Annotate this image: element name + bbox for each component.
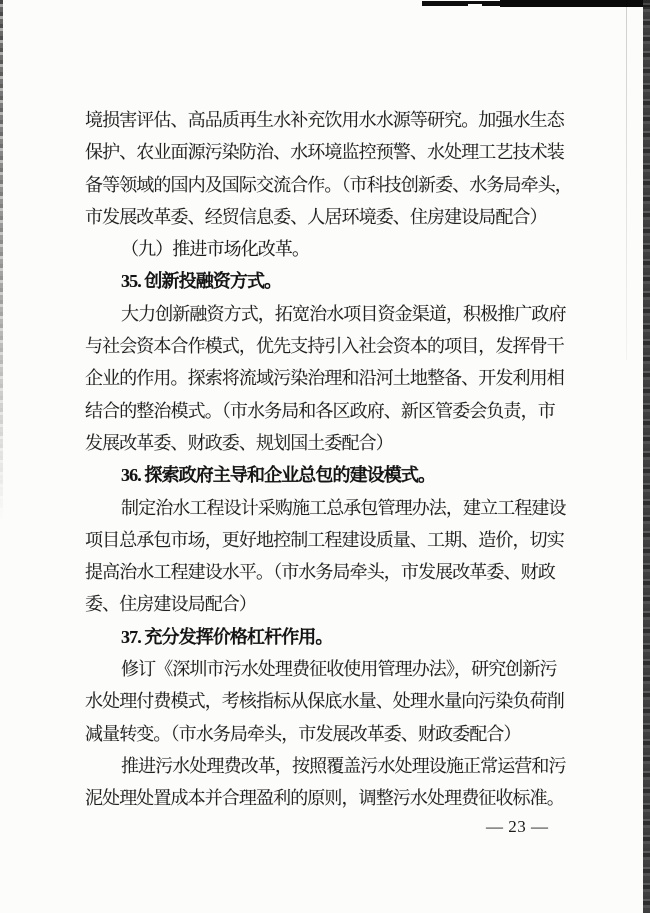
text-line: 企业的作用。探索将流域污染治理和沿河土地整备、开发利用相 — [85, 368, 564, 389]
scan-artifact-left-edge — [0, 0, 3, 520]
scan-artifact-right-edge — [643, 0, 650, 913]
item-heading-36: 36. 探索政府主导和企业总包的建设模式。 — [121, 465, 436, 486]
scan-artifact-fold-line — [626, 0, 627, 360]
text-line: 委、住房建设局配合） — [85, 594, 256, 615]
text-line: 与社会资本合作模式，优先支持引入社会资本的项目，发挥骨干 — [85, 336, 564, 357]
text-line: 结合的整治模式。（市水务局和各区政府、新区管委会负责，市 — [85, 400, 555, 421]
text-line: 推进污水处理费改革，按照覆盖污水处理设施正常运营和污 — [121, 755, 566, 776]
text-line: 减量转变。（市水务局牵头，市发展改革委、财政委配合） — [85, 723, 521, 744]
section-heading: （九）推进市场化改革。 — [121, 239, 310, 260]
text-line: 提高治水工程建设水平。（市水务局牵头，市发展改革委、财政 — [85, 562, 555, 583]
text-line: 发展改革委、财政委、规划国土委配合） — [85, 432, 393, 453]
document-text-block — [85, 104, 572, 815]
text-line: 修订《深圳市污水处理费征收使用管理办法》，研究创新污 — [121, 659, 557, 680]
text-line: 保护、农业面源污染防治、水环境监控预警、水处理工艺技术装 — [85, 142, 564, 163]
text-line: 泥处理处置成本并合理盈利的原则，调整污水处理费征收标准。 — [85, 788, 564, 809]
text-line: 备等领域的国内及国际交流合作。（市科技创新委、水务局牵头， — [85, 174, 572, 195]
text-line: 项目总承包市场，更好地控制工程建设质量、工期、造价，切实 — [85, 529, 564, 550]
scan-artifact-top-band — [422, 1, 650, 6]
text-line: 境损害评估、高品质再生水补充饮用水水源等研究。加强水生态 — [85, 110, 564, 130]
text-line: 制定治水工程设计采购施工总承包管理办法，建立工程建设 — [121, 497, 566, 518]
text-line: 水处理付费模式，考核指标从保底水量、处理水量向污染负荷削 — [85, 691, 564, 712]
item-heading-35: 35. 创新投融资方式。 — [121, 271, 282, 292]
page-number: — 23 — — [486, 817, 549, 836]
text-line: 大力创新融资方式，拓宽治水项目资金渠道，积极推广政府 — [121, 303, 566, 324]
text-line: 市发展改革委、经贸信息委、人居环境委、住房建设局配合） — [85, 206, 547, 227]
item-heading-37: 37. 充分发挥价格杠杆作用。 — [121, 626, 333, 647]
